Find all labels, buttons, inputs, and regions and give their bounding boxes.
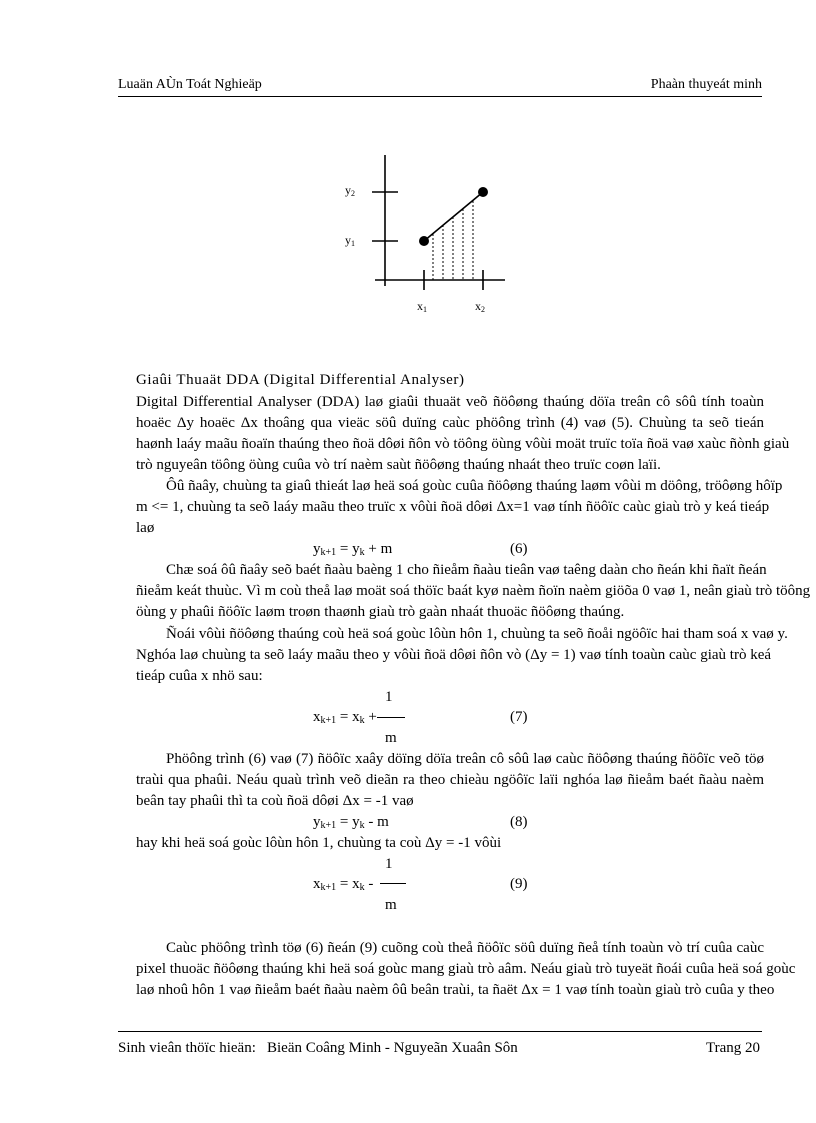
para4-line: Ñoái vôùi ñöôøng thaúng coù heä soá goùc lôùn hôn 1, chuùng ta seõ ñoåi ngöôïc hai tham soá x vaø y. [166, 626, 788, 642]
equation-6-number: (6) [510, 541, 528, 557]
para5-line: Phöông trình (6) vaø (7) ñöôïc xaây döïng döïa treân cô sôû laø caùc ñöôøng thaúng ñöôïc veõ töø [166, 751, 764, 767]
equation-7-number: (7) [510, 709, 528, 725]
y2-sub: 2 [351, 189, 355, 198]
svg-text:x1 [417, 299, 427, 314]
x2-label: x [475, 299, 481, 313]
header-rule [118, 96, 762, 97]
para5-line: traùi qua phaûi. Neáu quaù trình veõ dieãn ra theo chieàu ngöôïc laïi nghóa laø ñieåm baét ñaàu naèm [136, 772, 764, 788]
header-right: Phaàn thuyeát minh [650, 77, 762, 92]
para1-line: trò nguyeân töông öùng cuûa vò trí naèm saùt ñöôøng thaúng nhaát theo truïc coøn laïi. [136, 457, 661, 473]
footer-label: Sinh vieân thöïc hieän: [118, 1040, 256, 1056]
para7-line: pixel thuoäc ñöôøng thaúng khi heä soá goùc mang giaù trò aâm. Neáu giaù trò tuyeät ñoái cuûa heä soá goùc [136, 961, 796, 977]
equation-9: $x_{k+1} = x_k$ - [313, 876, 374, 893]
start-point [419, 236, 429, 246]
equation-9-denominator: m [385, 897, 397, 913]
header-left: Luaän AÙn Toát Nghieäp [118, 77, 262, 92]
para1-line: haønh laáy maãu ñoaïn thaúng theo ñoä dôøi ñôn vò töông öùng vôùi moät truïc toïa ñoä vaø xaùc ñònh giaù [136, 436, 790, 452]
y1-sub: 1 [351, 239, 355, 248]
equation-8: $y_{k+1} = y_k - m$ [313, 814, 389, 831]
equation-7-fraction-bar [377, 717, 405, 718]
y1-label: y [345, 233, 351, 247]
equation-9-numerator: 1 [385, 856, 393, 872]
para5-line: beân tay phaûi thì ta coù ñoä dôøi Δx = -1 vaø [136, 793, 414, 809]
dda-figure [340, 150, 540, 320]
para7-line: laø nhoû hôn 1 vaø ñieåm baét ñaàu naèm ôû beân traùi, ta ñaët Δx = 1 vaø tính toaùn giaù trò cuûa y theo [136, 982, 775, 998]
para2-line: m <= 1, chuùng ta seõ laáy maãu theo truïc x vôùi ñoä dôøi Δx=1 vaø tính ñöôïc caùc giaù trò y keá tieáp [136, 499, 770, 515]
para7-line: Caùc phöông trình töø (6) ñeán (9) cuõng coù theå ñöôïc söû duïng ñeå tính toaùn vò trí cuûa caùc [166, 940, 764, 956]
para1-line: Digital Differential Analyser (DDA) laø giaûi thuaät veõ ñöôøng thaúng döïa treân cô sôû tính toaùn [136, 394, 764, 410]
equation-9-fraction-bar [380, 883, 406, 884]
para3-line: öùng y phaûi ñöôïc laøm troøn thaønh giaù trò gaàn nhaát thuoäc ñöôøng thaúng. [136, 604, 625, 620]
equation-6: $y_{k+1} = y_k + m$ [313, 541, 393, 558]
footer-rule [118, 1031, 762, 1032]
equation-7-denominator: m [385, 730, 397, 746]
x1-label: x [417, 299, 423, 313]
x2-sub: 2 [481, 305, 485, 314]
svg-text:y2 [345, 183, 355, 198]
para6-line: hay khi heä soá goùc lôùn hôn 1, chuùng ta coù Δy = -1 vôùi [136, 835, 502, 851]
para2-line: Ôû ñaây, chuùng ta giaû thieát laø heä soá goùc cuûa ñöôøng thaúng laøm vôùi m döông, tröôøng hôïp [166, 478, 783, 494]
para3-line: ñieåm keát thuùc. Vì m coù theå laø moät soá thöïc baát kyø naèm ñoïn naèm giöõa 0 vaø 1, neân giaù trò töông [136, 583, 811, 599]
footer-names: Bieän Coâng Minh - Nguyeãn Xuaân Sôn [267, 1040, 518, 1056]
equation-9-number: (9) [510, 876, 528, 892]
para2-line: laø [136, 520, 155, 536]
svg-text:x2 [475, 299, 485, 314]
svg-text:y1 [345, 233, 355, 248]
equation-8-number: (8) [510, 814, 528, 830]
para4-line: Nghóa laø chuùng ta seõ laáy maãu theo y vôùi ñoä dôøi ñôn vò (Δy = 1) vaø tính toaùn caùc giaù trò keá [136, 647, 772, 663]
equation-7: $x_{k+1} = x_k$ + [313, 709, 377, 726]
footer-page-number: Trang 20 [705, 1040, 760, 1056]
x1-sub: 1 [423, 305, 427, 314]
dotted-samples [433, 201, 473, 280]
y2-label: y [345, 183, 351, 197]
section-title: Giaûi Thuaät DDA (Digital Differential Analyser) [136, 372, 465, 388]
para1-line: hoaëc Δy hoaëc Δx thoâng qua vieäc söû duïng caùc phöông trình (4) vaø (5). Chuùng ta seõ tieán [136, 415, 764, 431]
para3-line: Chæ soá ôû ñaây seõ baét ñaàu baèng 1 cho ñieåm ñaàu tieân vaø taêng daàn cho ñeán khi ñaït ñeán [166, 562, 767, 578]
end-point [478, 187, 488, 197]
equation-7-numerator: 1 [385, 689, 393, 705]
para4-line: tieáp cuûa x nhö sau: [136, 668, 263, 684]
